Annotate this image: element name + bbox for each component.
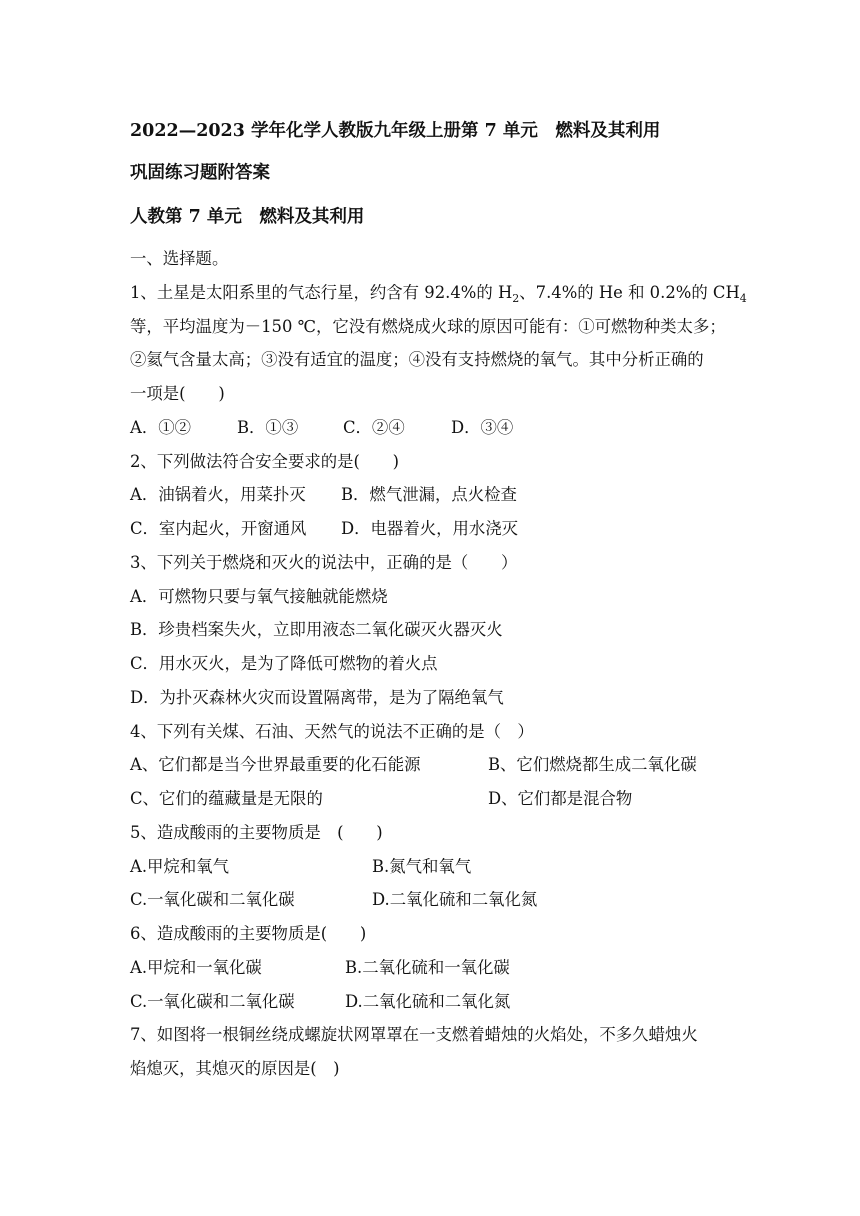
q1-line3: ②氦气含量太高；③没有适宜的温度；④没有支持燃烧的氧气。其中分析正确的	[130, 350, 704, 369]
q4-option-d: D、它们都是混合物	[488, 789, 633, 808]
q6-option-b: B.二氧化硫和一氧化碳	[345, 958, 510, 977]
q3-option-d: D．为扑灭森林火灾而设置隔离带，是为了隔绝氧气	[130, 688, 504, 707]
q6-option-a: A.甲烷和一氧化碳	[130, 958, 262, 977]
q4-option-a: A、它们都是当今世界最重要的化石能源	[130, 755, 421, 774]
q2-option-c: C．室内起火，开窗通风	[130, 519, 307, 538]
q5-stem: 5、造成酸雨的主要物质是 ( )	[130, 823, 383, 842]
q4-option-b: B、它们燃烧都生成二氧化碳	[488, 755, 697, 774]
document-title-line1: 2022—2023 学年化学人教版九年级上册第 7 单元 燃料及其利用	[130, 121, 661, 141]
q7-line2: 焰熄灭，其熄灭的原因是( )	[130, 1059, 340, 1078]
q1-option-a: A．①②	[130, 418, 192, 437]
q2-option-d: D．电器着火，用水浇灭	[341, 519, 519, 538]
q6-option-c: C.一氧化碳和二氧化碳	[130, 992, 295, 1011]
part-heading: 一、选择题。	[130, 249, 229, 268]
q1-line4: 一项是( )	[130, 384, 225, 403]
q1-option-b: B．①③	[237, 418, 299, 437]
q4-option-c: C、它们的蕴藏量是无限的	[130, 789, 323, 808]
q5-option-d: D.二氧化硫和二氧化氮	[372, 890, 538, 909]
q5-option-c: C.一氧化碳和二氧化碳	[130, 890, 295, 909]
q5-option-b: B.氮气和氧气	[372, 857, 472, 876]
section-heading: 人教第 7 单元 燃料及其利用	[130, 207, 365, 227]
q3-option-b: B．珍贵档案失火，立即用液态二氧化碳灭火器灭火	[130, 620, 503, 639]
q1-option-d: D．③④	[451, 418, 514, 437]
q6-option-d: D.二氧化硫和二氧化氮	[345, 992, 511, 1011]
q7-line1: 7、如图将一根铜丝绕成螺旋状网罩罩在一支燃着蜡烛的火焰处，不多久蜡烛火	[130, 1025, 698, 1044]
q1-line1: 1、土星是太阳系里的气态行星，约含有 92.4%的 $H_2$、7.4%的 He 和 0.2%的 $CH_4$	[130, 283, 747, 305]
document-title-line2: 巩固练习题附答案	[130, 163, 270, 183]
q2-stem: 2、下列做法符合安全要求的是( )	[130, 452, 400, 471]
q2-option-a: A．油锅着火，用菜扑灭	[130, 485, 306, 504]
q5-option-a: A.甲烷和氧气	[130, 857, 229, 876]
q1-option-c: C．②④	[343, 418, 405, 437]
q3-option-c: C．用水灭火，是为了降低可燃物的着火点	[130, 654, 438, 673]
q1-line2: 等，平均温度为－150 ℃，它没有燃烧成火球的原因可能有：①可燃物种类太多；	[130, 317, 726, 336]
q2-option-b: B．燃气泄漏，点火检查	[341, 485, 517, 504]
q3-stem: 3、下列关于燃烧和灭火的说法中，正确的是（ ）	[130, 553, 518, 572]
q4-stem: 4、下列有关煤、石油、天然气的说法不正确的是（ ）	[130, 722, 534, 741]
q6-stem: 6、造成酸雨的主要物质是( )	[130, 924, 367, 943]
q3-option-a: A．可燃物只要与氧气接触就能燃烧	[130, 587, 388, 606]
